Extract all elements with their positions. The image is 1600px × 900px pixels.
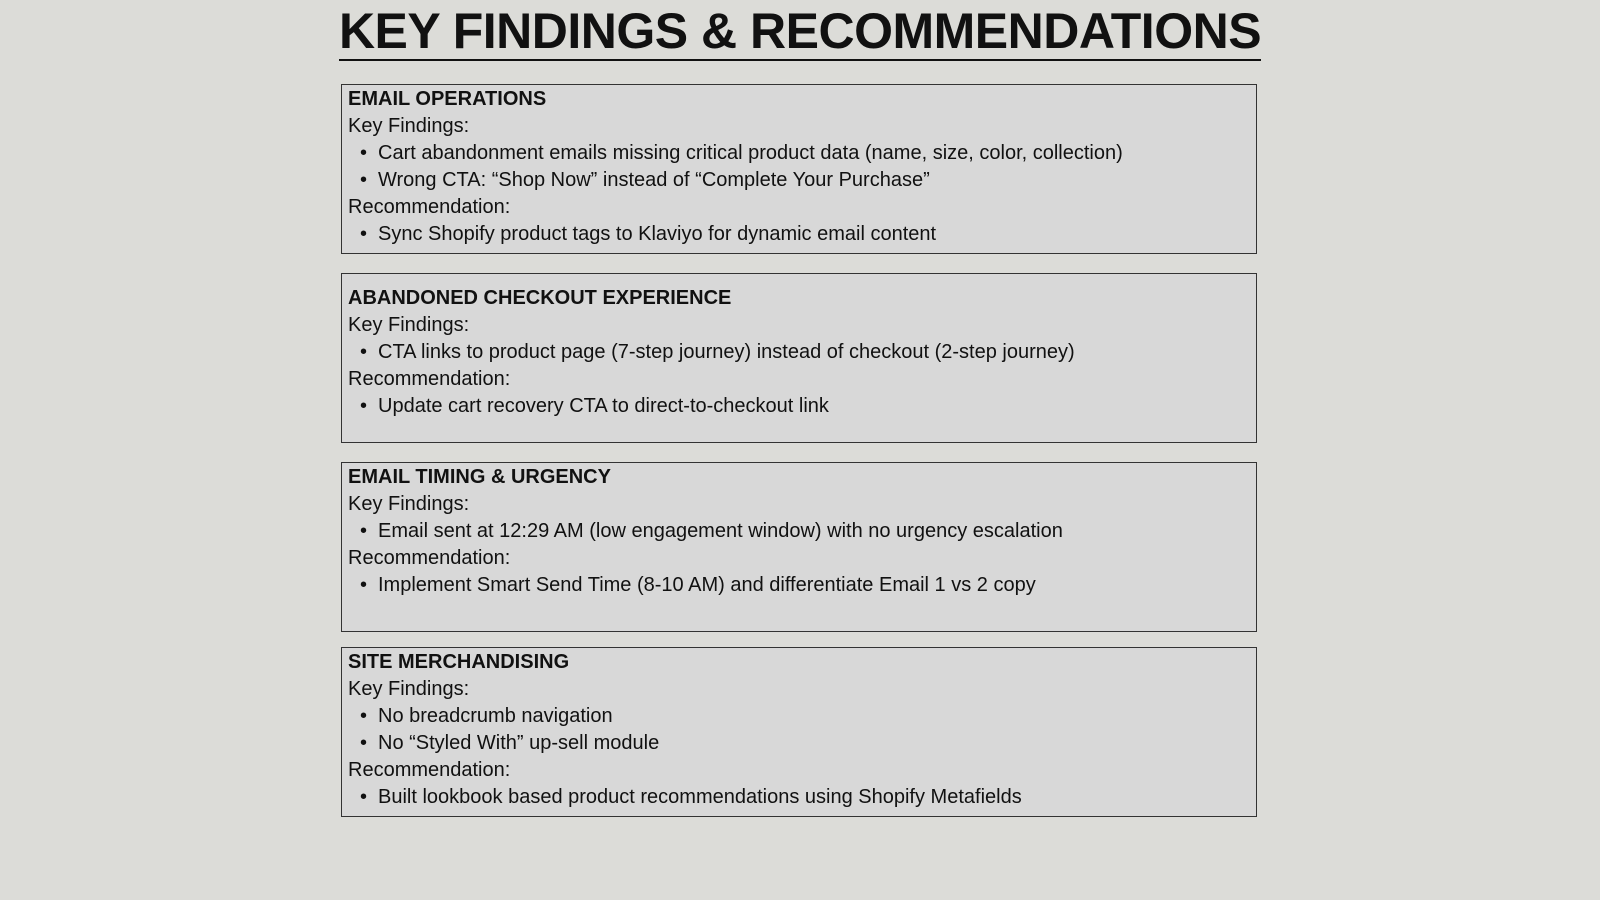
findings-list [348,518,1250,545]
recommendations-list [348,572,1250,599]
finding-item: • Email sent at 12:29 AM (low engagement window) with no urgency escalation [348,518,1250,545]
key-findings-label: Key Findings: [348,115,470,137]
section-site-merchandising [341,647,1257,817]
recommendations-list [348,221,1250,248]
page-title [0,3,1600,59]
finding-item: • Wrong CTA: “Shop Now” instead of “Complete Your Purchase” [348,167,1250,194]
section-title: EMAIL TIMING & URGENCY [348,466,611,488]
finding-item: • CTA links to product page (7-step journey) instead of checkout (2-step journey) [348,339,1250,366]
recommendation-label: Recommendation: [348,547,511,569]
finding-item: • No breadcrumb navigation [348,703,1250,730]
section-abandoned-checkout-experience [341,273,1257,443]
finding-item: • No “Styled With” up-sell module [348,730,1250,757]
key-findings-label: Key Findings: [348,493,470,515]
recommendation-item: • Sync Shopify product tags to Klaviyo for dynamic email content [348,221,1250,248]
key-findings-label: Key Findings: [348,314,470,336]
recommendation-label: Recommendation: [348,368,511,390]
findings-list [348,339,1250,366]
recommendation-item: • Built lookbook based product recommendations using Shopify Metafields [348,784,1250,811]
recommendation-item: • Update cart recovery CTA to direct-to-checkout link [348,393,1250,420]
recommendation-label: Recommendation: [348,196,511,218]
section-title: SITE MERCHANDISING [348,651,570,673]
recommendation-item: • Implement Smart Send Time (8-10 AM) and differentiate Email 1 vs 2 copy [348,572,1250,599]
key-findings-label: Key Findings: [348,678,470,700]
page-title-text: KEY FINDINGS & RECOMMENDATIONS [338,3,1262,59]
findings-list [348,140,1250,194]
finding-item: • Cart abandonment emails missing critical product data (name, size, color, collection) [348,140,1250,167]
section-email-operations [341,84,1257,254]
recommendations-list [348,784,1250,811]
section-title: EMAIL OPERATIONS [348,88,547,110]
recommendations-list [348,393,1250,420]
section-email-timing-urgency [341,462,1257,632]
section-title: ABANDONED CHECKOUT EXPERIENCE [348,287,732,309]
findings-list [348,703,1250,757]
recommendation-label: Recommendation: [348,759,511,781]
